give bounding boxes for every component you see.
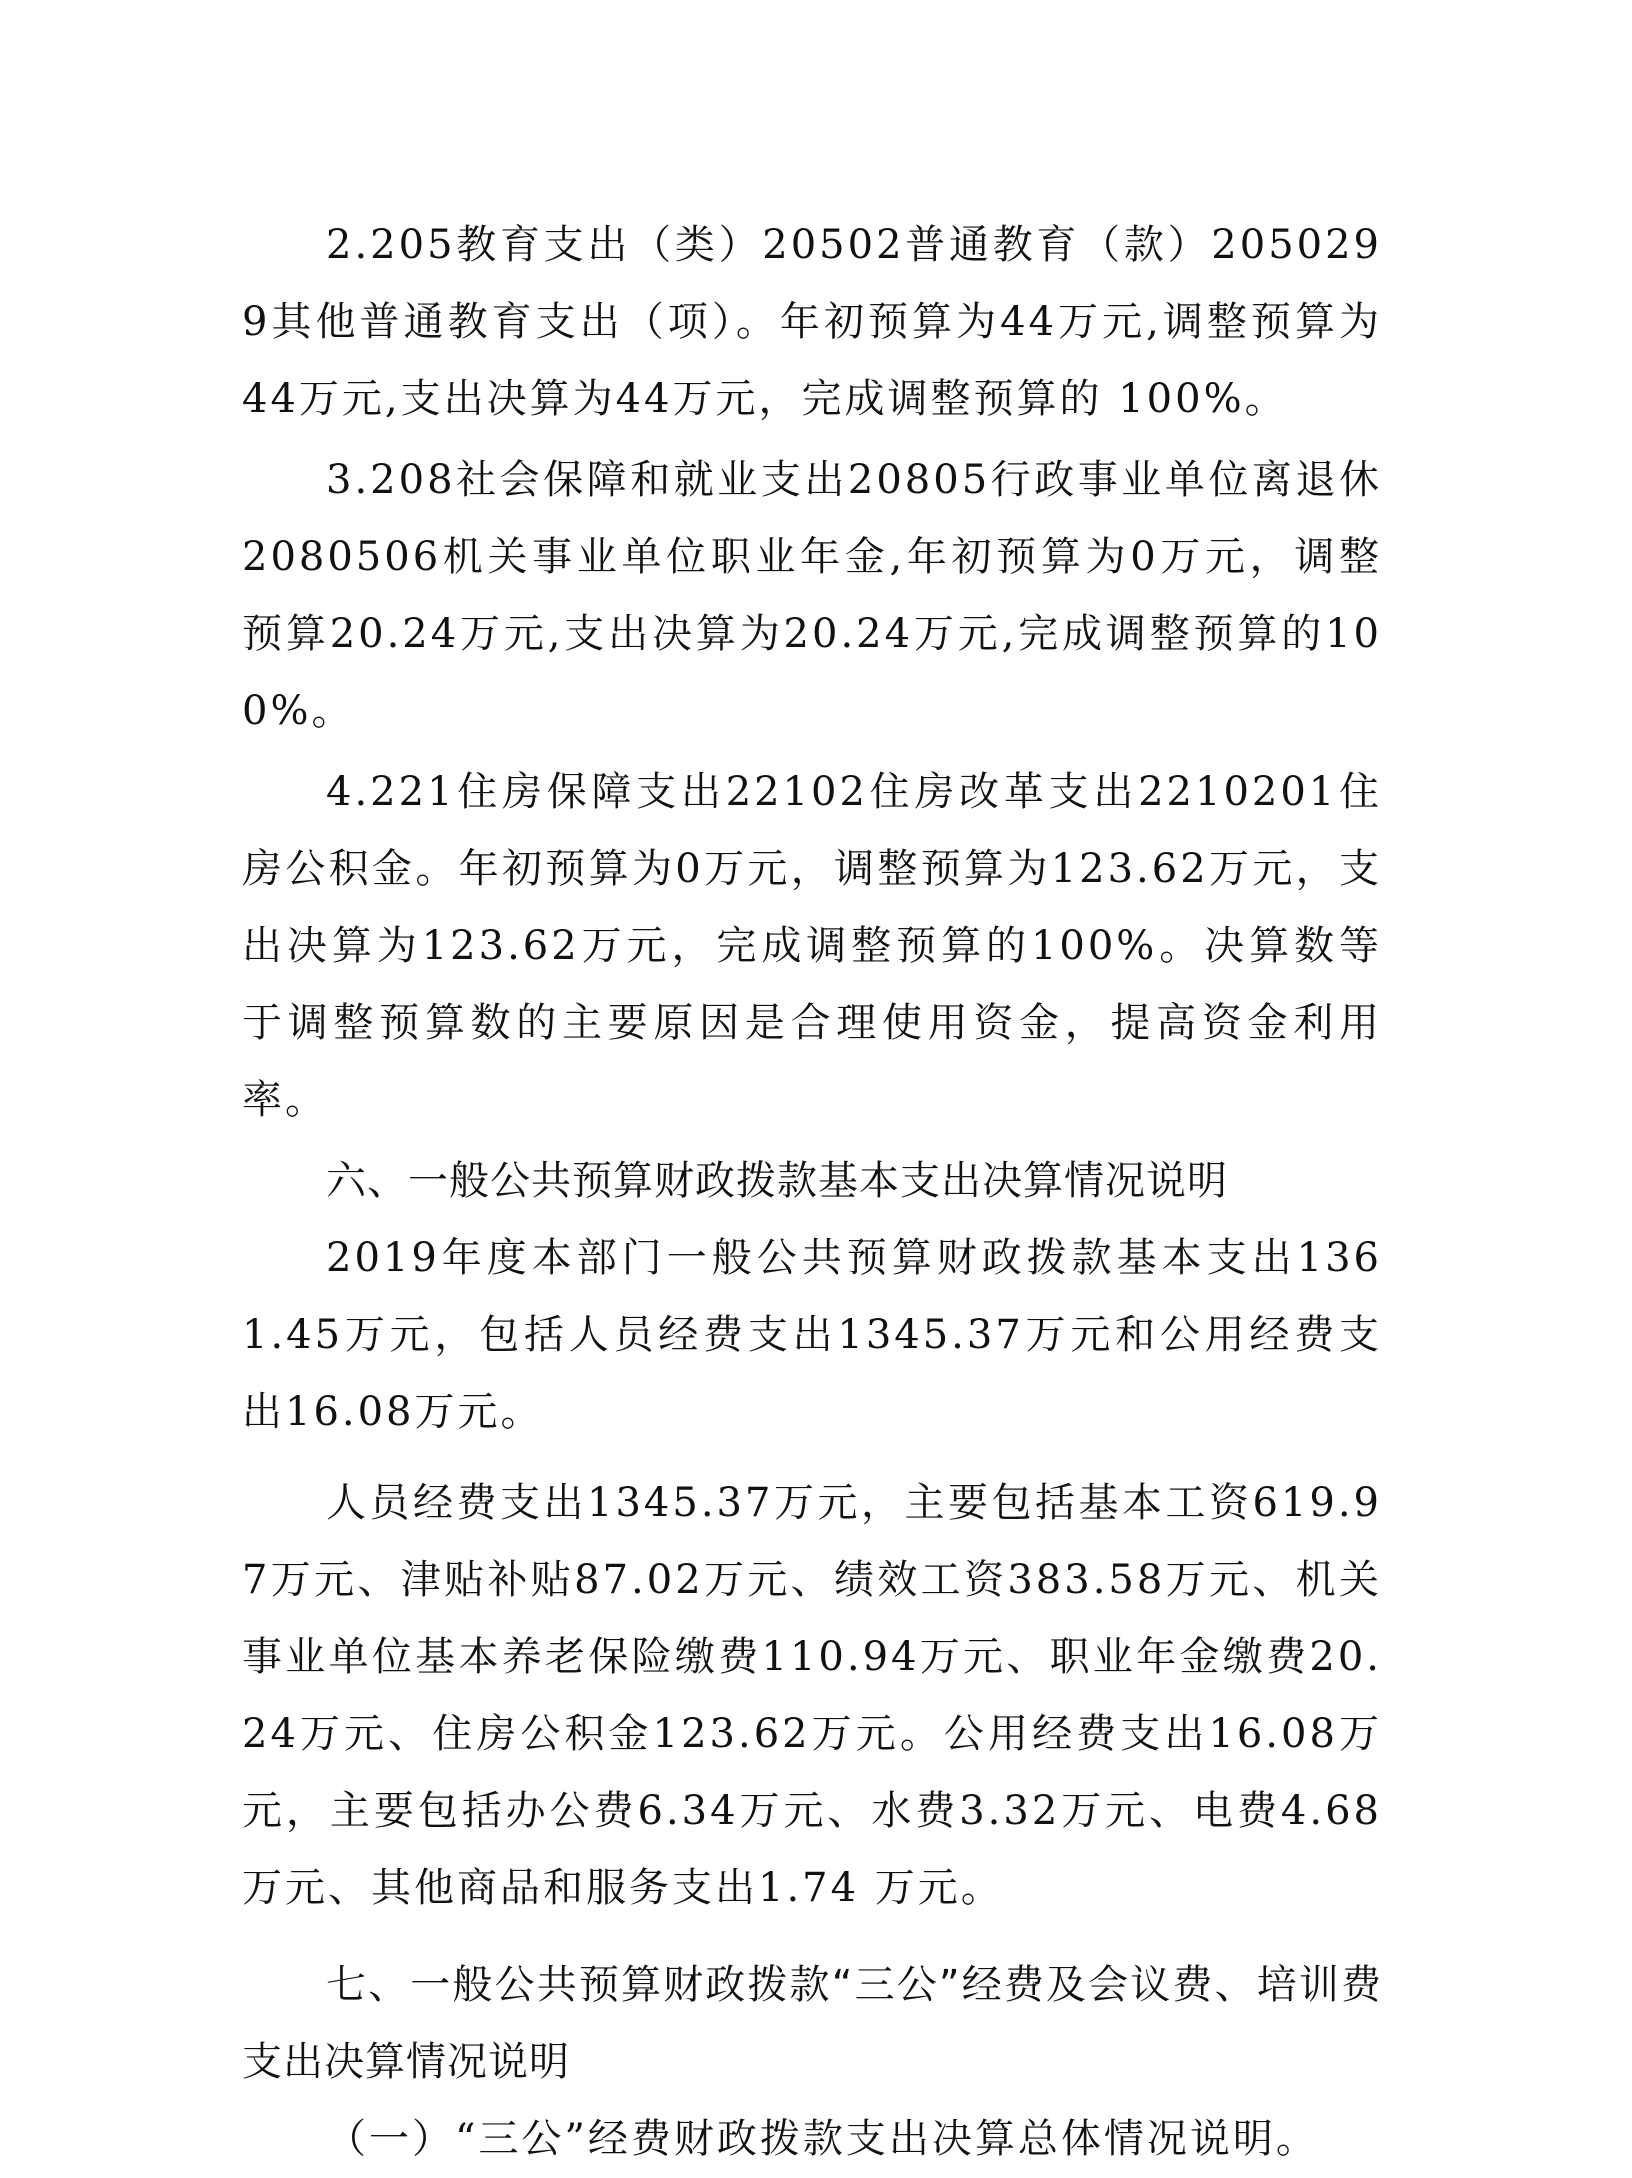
section-heading-six: 六、一般公共预算财政拨款基本支出决算情况说明 [326,1158,1228,1204]
paragraph-three-public-expenses-intro: （一）“三公”经费财政拨款支出决算总体情况说明。 [326,2116,1319,2162]
paragraph-basic-expenditure-summary: 2019年度本部门一般公共预算财政拨款基本支出1361.45万元，包括人员经费支出1345.37万元和公用经费支出16.08万元。 [242,1235,1382,1435]
section-heading-seven: 七、一般公共预算财政拨款“三公”经费及会议费、培训费支出决算情况说明 [242,1962,1382,2085]
paragraph-personnel-public-expenses: 人员经费支出1345.37万元，主要包括基本工资619.97万元、津贴补贴87.02万元、绩效工资383.58万元、机关事业单位基本养老保险缴费110.94万元、职业年金缴费20.24万元、住房公积金123.62万元。公用经费支出16.08万元，主要包括办公费6.34万元、水费3.32万元、电费4.68万元、其他商品和服务支出1.74 万元。 [242,1480,1382,1911]
document-body [242,207,1382,2178]
paragraph-social-security-expenditure: 3.208社会保障和就业支出20805行政事业单位离退休2080506机关事业单位职业年金,年初预算为0万元，调整预算20.24万元,支出决算为20.24万元,完成调整预算的100%。 [242,457,1382,734]
paragraph-education-expenditure: 2.205教育支出（类）20502普通教育（款）2050299其他普通教育支出（项）。年初预算为44万元,调整预算为44万元,支出决算为44万元，完成调整预算的 100%。 [242,222,1382,422]
paragraph-housing-expenditure: 4.221住房保障支出22102住房改革支出2210201住房公积金。年初预算为0万元，调整预算为123.62万元，支出决算为123.62万元，完成调整预算的100%。决算数等于调整预算数的主要原因是合理使用资金，提高资金利用率。 [242,769,1382,1123]
